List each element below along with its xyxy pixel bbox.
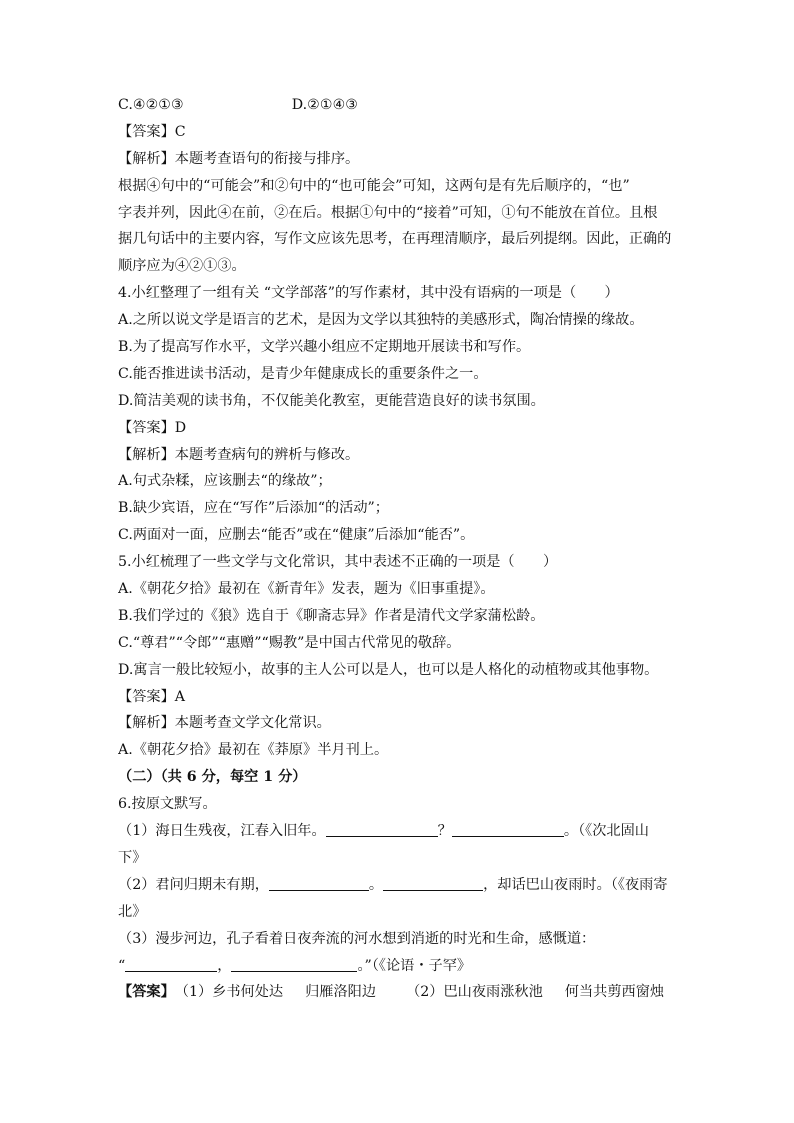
q5-stem: 5.小红梳理了一些文学与文化常识，其中表述不正确的一项是（ ）: [118, 554, 558, 571]
q6-item-1: [118, 818, 678, 845]
q3-analysis-line: 字表并列，因此④在前，②在后。根据①句中的“接着”可知，①句不能放在首位。且根: [118, 204, 658, 221]
q3-options-cd: [118, 92, 678, 119]
q4-analysis-line: C.两面对一面，应删去“能否”或在“健康”后添加“能否”。: [118, 527, 475, 544]
q6-item-3-suffix: 。”（《论语・子罕》: [357, 957, 472, 974]
q4-option-a: A.之所以说文学是语言的艺术，是因为文学以其独特的美感形式，陶冶情操的缘故。: [118, 312, 644, 329]
q6-item-3-blanks: [118, 953, 678, 980]
fill-blank: [231, 955, 357, 972]
q3-analysis-line: 顺序应为④②①③。: [118, 258, 246, 275]
q5-option-d: D.寓言一般比较短小，故事的主人公可以是人，也可以是人格化的动植物或其他事物。: [118, 661, 659, 678]
q3-option-d: D.②①④③: [291, 97, 359, 113]
fill-blank: [269, 874, 369, 891]
fill-blank: [383, 874, 483, 891]
document-page: [118, 92, 678, 1006]
q6-item-2: [118, 872, 678, 899]
q4-stem: 4.小红整理了一组有关 “文学部落”的写作素材，其中没有语病的一项是（ ）: [118, 285, 619, 302]
section-heading: （二）（共 6 分，每空 1 分）: [118, 769, 307, 786]
q4-analysis-line: A.句式杂糅，应该删去“的缘故”；: [118, 473, 332, 490]
q6-item-1-suffix: 。（《次北固山: [563, 823, 649, 840]
q6-answer-part: （1）乡书何处达: [174, 984, 284, 1001]
q4-option-d: D.简洁美观的读书角，不仅能美化教室，更能营造良好的读书氛围。: [118, 392, 545, 409]
q6-item-1-prefix: （1）海日生残夜，江春入旧年。: [118, 823, 326, 840]
q6-item-3-open: “: [118, 957, 126, 974]
q6-item-3-mid: ，: [217, 957, 232, 974]
q3-answer: 【答案】C: [118, 123, 186, 140]
q3-option-c: C.④②①③: [118, 97, 184, 113]
q4-analysis-title: 【解析】本题考查病句的辨析与修改。: [118, 446, 360, 463]
q5-option-a: A.《朝花夕拾》最初在《新青年》发表，题为《旧事重提》。: [118, 581, 495, 598]
q6-answer: [118, 979, 678, 1006]
q3-analysis-title: 【解析】本题考查语句的衔接与排序。: [118, 150, 360, 167]
q4-analysis-line: B.缺少宾语，应在“写作”后添加“的活动”；: [118, 500, 389, 517]
q4-option-c: C.能否推进读书活动，是青少年健康成长的重要条件之一。: [118, 365, 488, 382]
q6-item-2-mid: 。: [368, 876, 384, 893]
fill-blank: [125, 955, 217, 972]
q6-item-2-suffix: ，却话巴山夜雨时。（《夜雨寄: [483, 876, 668, 893]
q6-answer-label: 【答案】: [118, 984, 175, 1001]
q6-stem: 6.按原文默写。: [118, 796, 217, 813]
q6-item-1-mid: ？: [437, 823, 452, 840]
q6-item-2-cont: 北》: [118, 903, 147, 920]
q5-answer: 【答案】A: [118, 688, 185, 705]
fill-blank: [326, 820, 438, 837]
q5-analysis-line: A.《朝花夕拾》最初在《莽原》半月刊上。: [118, 742, 389, 759]
q6-item-3: （3）漫步河边，孔子看着日夜奔流的河水想到消逝的时光和生命，感慨道：: [118, 930, 596, 947]
q6-answer-part: 归雁洛阳边: [305, 984, 377, 1001]
q6-item-2-prefix: （2）君问归期未有期，: [118, 876, 269, 893]
q6-answer-part: 何当共剪西窗烛: [564, 984, 665, 1001]
fill-blank: [452, 820, 564, 837]
q3-analysis-line: 根据④句中的“可能会”和②句中的“也可能会”可知，这两句是有先后顺序的，“也”: [118, 177, 630, 194]
q4-answer: 【答案】D: [118, 419, 187, 436]
q4-option-b: B.为了提高写作水平，文学兴趣小组应不定期地开展读书和写作。: [118, 339, 531, 356]
q5-option-b: B.我们学过的《狼》选自于《聊斋志异》作者是清代文学家蒲松龄。: [118, 607, 545, 624]
q6-item-1-cont: 下》: [118, 849, 147, 866]
q6-answer-part: （2）巴山夜雨涨秋池: [406, 984, 543, 1001]
q5-analysis-title: 【解析】本题考查文学文化常识。: [118, 715, 331, 732]
q3-analysis-line: 据几句话中的主要内容，写作文应该先思考，在再理清顺序，最后列提纲。因此，正确的: [118, 231, 672, 248]
q5-option-c: C.“尊君”“令郎”“惠赠”“赐教”是中国古代常见的敬辞。: [118, 634, 461, 651]
